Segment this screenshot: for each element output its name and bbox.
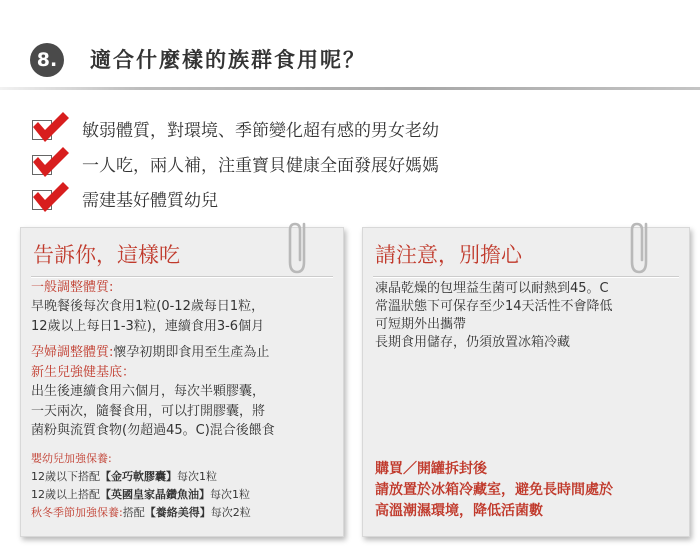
general-line: 12歲以上每日1-3粒)，連續食用3-6個月 — [31, 319, 265, 334]
infant-line-suffix: 每次1粒 — [210, 488, 250, 501]
check-icon — [30, 110, 70, 146]
infant-line-product: 【金巧軟膠囊】 — [100, 470, 177, 483]
warning-line: 高溫潮濕環境，降低活菌數 — [375, 503, 543, 519]
checklist-item-text: 一人吃，兩人補，注重寶貝健康全面發展好媽媽 — [82, 156, 439, 176]
panel-divider — [373, 276, 679, 278]
storage-note-line: 凍晶乾燥的包埋益生菌可以耐熱到45。C — [375, 281, 609, 296]
section-title: 適合什麼樣的族群食用呢？ — [90, 48, 366, 72]
storage-notice-panel — [362, 227, 690, 537]
storage-note-line: 可短期外出攜帶 — [375, 317, 467, 332]
paperclip-icon — [283, 218, 313, 280]
general-line: 早晚餐後每次食用1粒(0-12歲每日1粒， — [31, 299, 265, 314]
checklist-item — [28, 182, 688, 217]
warning-line: 請放置於冰箱冷藏室，避免長時間處於 — [375, 482, 613, 498]
infant-line-suffix: 每次1粒 — [177, 470, 217, 483]
checklist-item-text: 敏弱體質，對環境、季節變化超有感的男女老幼 — [82, 121, 439, 141]
autumn-prefix: 搭配 — [122, 506, 145, 519]
autumn-suffix: 每次2粒 — [210, 506, 251, 519]
newborn-heading: 新生兒強健基底： — [31, 365, 136, 380]
check-icon — [30, 145, 70, 181]
infant-line-product: 【英國皇家晶鑽魚油】 — [100, 488, 210, 501]
storage-note-line: 常溫狀態下可保存至少14天活性不會降低 — [375, 299, 613, 314]
pregnant-line — [31, 343, 269, 363]
paperclip-icon — [625, 218, 655, 280]
check-icon — [30, 180, 70, 216]
newborn-line: 菌粉與流質食物(勿超過45。C)混合後餵食 — [31, 423, 275, 438]
header-divider — [0, 87, 700, 90]
newborn-line: 一天兩次，隨餐食用，可以打開膠囊，將 — [31, 404, 266, 419]
storage-warning — [375, 459, 613, 522]
pregnant-text: 懷孕初期即食用至生產為止 — [113, 345, 270, 360]
pregnant-label: 孕婦調整體質: — [31, 345, 114, 360]
warning-line: 購買／開罐拆封後 — [375, 461, 487, 477]
infant-line-prefix: 12歲以上搭配 — [31, 488, 100, 501]
panel-title: 告訴你，這樣吃 — [33, 243, 180, 267]
infant-line — [31, 468, 217, 486]
newborn-line: 出生後連續食用六個月，每次半顆膠囊， — [31, 384, 266, 399]
target-group-checklist — [28, 112, 688, 217]
section-header — [0, 0, 700, 88]
infant-heading: 嬰幼兒加強保養: — [31, 452, 112, 465]
usage-instructions-panel — [20, 227, 344, 537]
autumn-label: 秋冬季節加強保養: — [31, 506, 123, 519]
checklist-item — [28, 147, 688, 182]
infant-line-prefix: 12歲以下搭配 — [31, 470, 100, 483]
panel-title: 請注意，別擔心 — [375, 243, 522, 267]
checklist-item — [28, 112, 688, 147]
checklist-item-text: 需建基好體質幼兒 — [82, 191, 218, 211]
autumn-line — [31, 504, 251, 522]
general-heading: 一般調整體質: — [31, 280, 114, 295]
storage-note-line: 長期食用儲存，仍須放置冰箱冷藏 — [375, 335, 571, 350]
autumn-product: 【養絡美得】 — [144, 506, 211, 519]
storage-notes — [375, 280, 613, 352]
section-number-badge: 8. — [30, 43, 64, 77]
infant-line — [31, 486, 250, 504]
